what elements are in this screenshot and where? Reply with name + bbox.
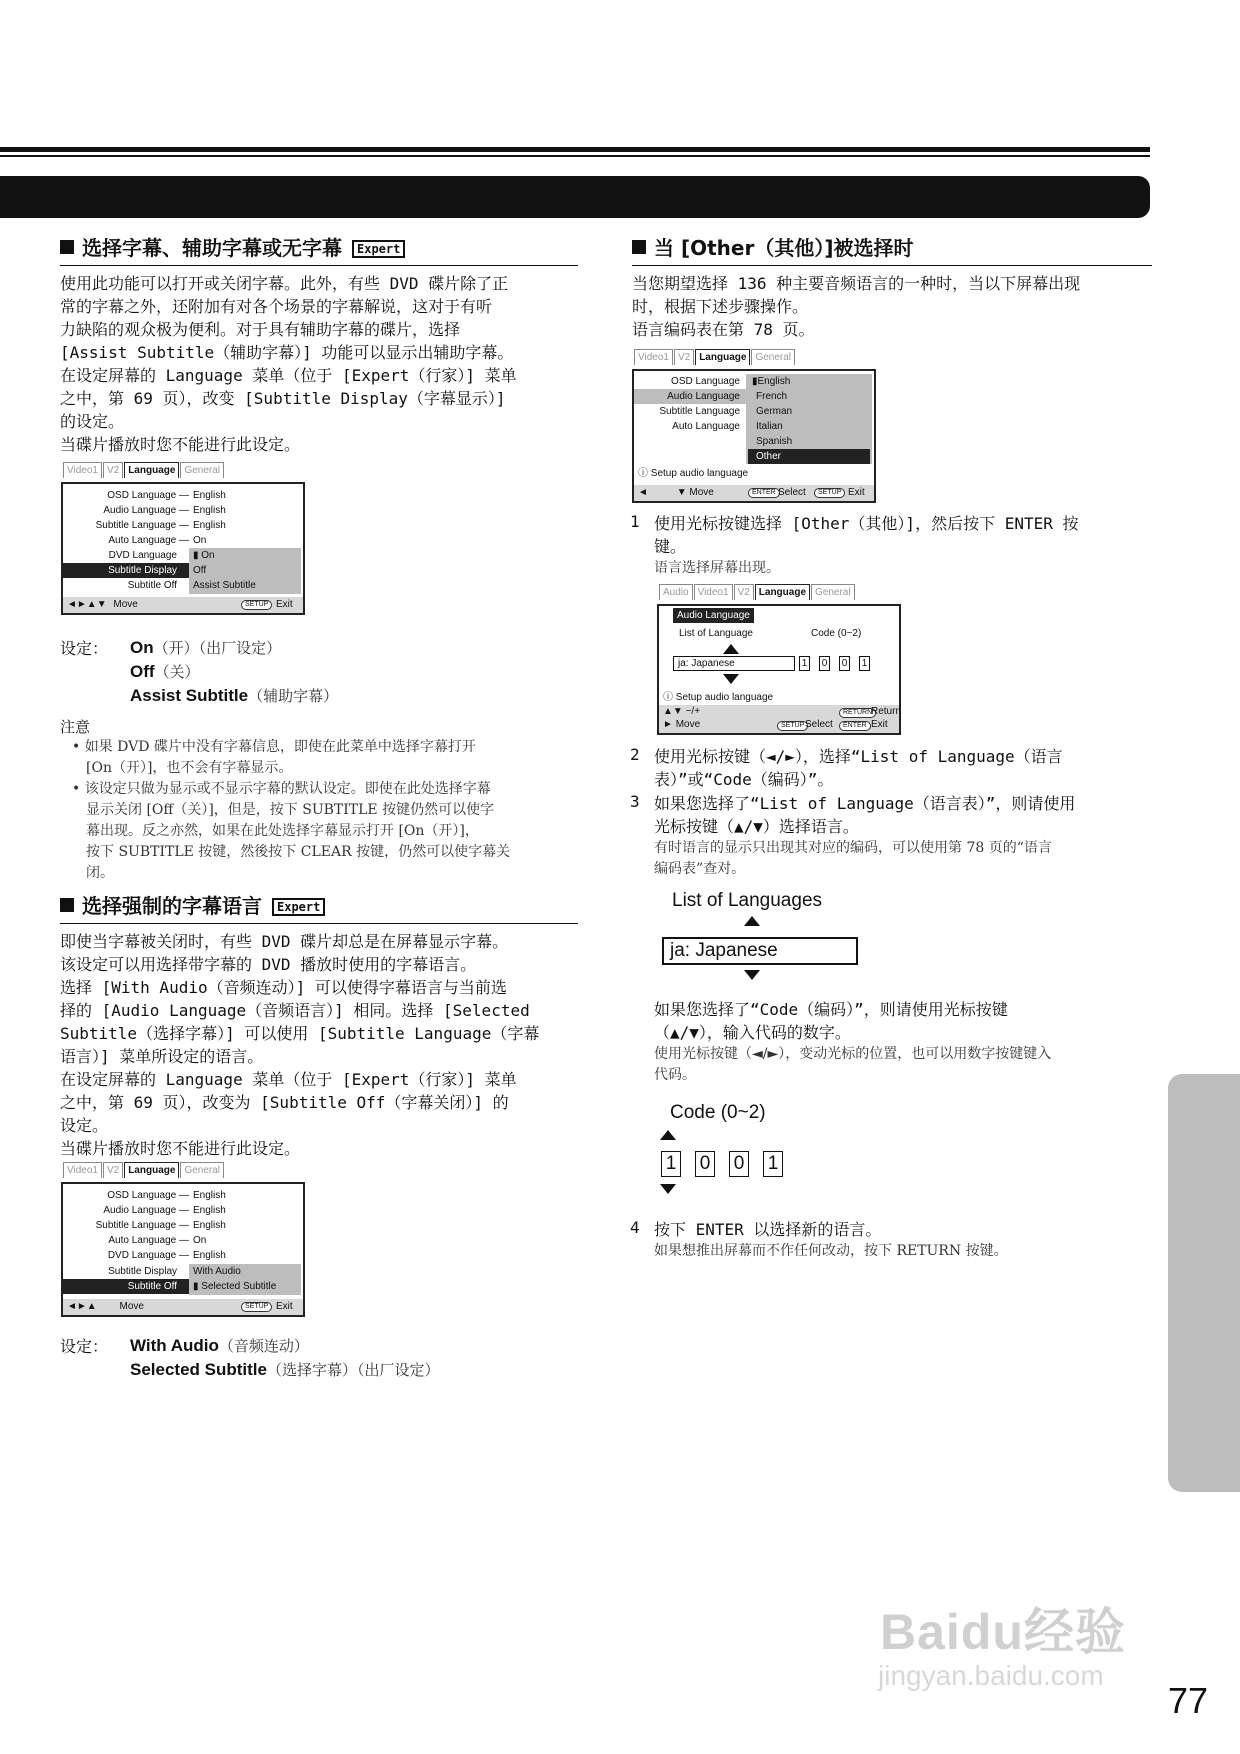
setting-label: 设定：: [60, 1337, 109, 1356]
step-subtext: 语言选择屏幕出现。: [654, 560, 780, 576]
down-arrow-icon: ▼: [676, 487, 687, 498]
setup-key-icon: SETUP: [241, 600, 272, 610]
row-label-selected: Subtitle Off: [63, 1279, 189, 1294]
down-arrow-icon: [660, 1184, 676, 1194]
screen-tabs: Video1 V2 Language General: [63, 462, 225, 478]
section-heading: 当 [Other（其他）]被选择时: [632, 232, 1152, 266]
row-label: Auto Language —: [108, 535, 189, 546]
step-number: 2: [630, 745, 640, 764]
step-3: [654, 792, 1154, 880]
screen-tabs: Audio Video1 V2 Language General: [659, 584, 856, 600]
screen-footer: ◄►▲▼ Move SETUP Exit: [63, 597, 303, 613]
down-arrow-icon: [723, 674, 739, 684]
down-arrow-icon: [744, 970, 760, 980]
step-1: [654, 512, 1144, 579]
step-2: [654, 745, 1144, 791]
right-arrow-icon: ► Move: [663, 719, 701, 730]
row-label: OSD Language: [671, 376, 740, 387]
step-subtext: 有时语言的显示只出现其对应的编码，可以使用第 78 页的“语言 编码表”查对。: [654, 840, 1052, 877]
code-label-large: Code (0~2): [670, 1102, 766, 1123]
language-field-large[interactable]: ja: Japanese: [662, 937, 858, 965]
row-label: OSD Language —: [107, 1190, 189, 1201]
screen-footer: ◄ ▼ Move ENTER Select SETUP Exit: [634, 485, 874, 501]
setup-key-icon: SETUP: [814, 488, 845, 498]
list-label: List of Language: [679, 628, 753, 639]
step-text: 按下 ENTER 以选择新的语言。: [654, 1220, 882, 1239]
watermark-url: jingyan.baidu.com: [878, 1660, 1104, 1691]
step-text: 如果您选择了“List of Language（语言表）”，则请使用 光标按键（▲/▼）选择语言。: [654, 794, 1076, 836]
screen-tabs: Video1 V2 Language General: [63, 1162, 225, 1178]
option-assist: Assist Subtitle（辅助字幕）: [130, 686, 339, 705]
step-text: 使用光标按键选择 [Other（其他）]，然后按下 ENTER 按 键。: [654, 514, 1079, 556]
row-value: With Audio: [193, 1266, 241, 1277]
option-selected-subtitle: Selected Subtitle（选择字幕）（出厂设定）: [130, 1360, 440, 1379]
option-on: On（开）（出厂设定）: [130, 638, 282, 657]
row-value: On: [193, 535, 207, 546]
code-instructions: [654, 998, 1154, 1086]
row-value: Off: [193, 565, 207, 576]
setting-label: 设定：: [60, 639, 109, 658]
row-value: English: [193, 520, 226, 531]
row-label: Audio Language —: [103, 1205, 189, 1216]
step-text: 使用光标按键（◄/►），选择“List of Language（语言 表）”或“Code（编码）”。: [654, 747, 1063, 789]
row-value: ▮ On: [193, 550, 215, 561]
step-number: 3: [630, 792, 640, 811]
code-digits: 1 0 0 1: [799, 656, 879, 671]
expert-badge: Expert: [352, 240, 405, 258]
screen-footer: ◄►▲ Move SETUP Exit: [63, 1299, 303, 1315]
row-label-selected: Subtitle Display: [63, 563, 189, 578]
row-value: English: [193, 1220, 226, 1231]
up-arrow-icon: [744, 916, 760, 926]
section-other-language: [632, 232, 1152, 341]
watermark-logo: Baidu经验: [880, 1604, 1126, 1660]
info-line: ⓘ Setup audio language: [663, 692, 774, 703]
settings-list: [60, 632, 560, 708]
section-subtitle-display: [60, 232, 578, 456]
section-forced-subtitle: [60, 890, 578, 1160]
step-number: 1: [630, 512, 640, 531]
option-off: Off（关）: [130, 662, 200, 681]
language-field[interactable]: ja: Japanese: [673, 656, 795, 671]
enter-key-icon: ENTER: [748, 488, 780, 498]
up-arrow-icon: [660, 1130, 676, 1140]
screen-heading: Audio Language: [673, 608, 754, 623]
row-value: English: [193, 1250, 226, 1261]
code-text: 如果您选择了“Code（编码）”，则请使用光标按键 （▲/▼），输入代码的数字。: [654, 1000, 1008, 1042]
left-arrow-icon: ◄: [638, 487, 648, 498]
setup-screen-subtitle-display: [61, 465, 305, 615]
section-body: 使用此功能可以打开或关闭字幕。此外，有些 DVD 碟片除了正 常的字幕之外，还附加有对各个场景的字幕解说，这对于有听 力缺陷的观众极为便利。对于具有辅助字幕的碟片，选择 [Assist Subtitle（辅助字幕）] 功能可以显示出辅助字幕。 在设定屏幕的 Language 菜单（位于 [Expert（行家）] 菜单 之中，第 69 页），改变 [Subtitle Display（字幕显示）] 的设定。 当碟片播放时您不能进行此设定。: [60, 274, 517, 454]
arrow-keys-icon: ◄►▲: [67, 1301, 97, 1312]
note-item: • 该设定只做为显示或不显示字幕的默认设定。即使在此处选择字幕 显示关闭 [Off（关）]，但是，按下 SUBTITLE 按键仍然可以使字 幕出现。反之亦然，如果在此处选择字幕显示打开 [On（开）]， 按下 SUBTITLE 按键，然後按下 CLEAR 按键，仍然可以使字幕关 闭。: [72, 781, 511, 881]
row-label: Subtitle Display: [108, 1266, 177, 1277]
settings-list: [60, 1330, 560, 1382]
setup-key-icon: SETUP: [241, 1302, 272, 1312]
step-4: [654, 1218, 1144, 1262]
row-label: Subtitle Off: [127, 580, 177, 591]
row-label: OSD Language —: [107, 490, 189, 501]
row-label: Subtitle Language: [659, 406, 740, 417]
row-value: Assist Subtitle: [193, 580, 256, 591]
row-value: English: [193, 490, 226, 501]
screen-tabs: Video1 V2 Language General: [634, 349, 796, 365]
row-label: Auto Language —: [108, 1235, 189, 1246]
top-rule-thin: [0, 155, 1150, 157]
lang-option: Spanish: [756, 436, 793, 447]
section-heading: 选择字幕、辅助字幕或无字幕 Expert: [60, 232, 578, 266]
row-value: English: [193, 1190, 226, 1201]
row-label: Subtitle Language —: [95, 1220, 189, 1231]
lang-option-selected: Other: [748, 449, 870, 464]
lang-option: French: [756, 391, 788, 402]
info-icon: ⓘ: [638, 468, 648, 479]
row-value: English: [193, 505, 226, 516]
setup-screen-subtitle-off: [61, 1165, 305, 1317]
info-icon: ⓘ: [663, 692, 673, 703]
step-number: 4: [630, 1218, 640, 1237]
language-select-screen: [657, 587, 902, 735]
section-body: 即使当字幕被关闭时，有些 DVD 碟片却总是在屏幕显示字幕。 该设定可以用选择带字幕的 DVD 播放时使用的字幕语言。 选择 [With Audio（音频连动）] 可以使得字幕语言与当前选 择的 [Audio Language（音频语言）] 相同。选择 [Selected Subtitle（选择字幕）] 可以使用 [Subtitle Language（字幕 语言）] 菜单所设定的语言。 在设定屏幕的 Language 菜单（位于 [Expert（行家）] 菜单 之中，第 69 页），改变为 [Subtitle Off（字幕关闭）] 的 设定。 当碟片播放时您不能进行此设定。: [60, 932, 540, 1158]
row-label: Subtitle Language —: [95, 520, 189, 531]
step-subtext: 如果想推出屏幕而不作任何改动，按下 RETURN 按键。: [654, 1243, 1008, 1259]
row-value: On: [193, 1235, 207, 1246]
row-value: ▮ Selected Subtitle: [193, 1281, 277, 1292]
note-item: • 如果 DVD 碟片中没有字幕信息，即使在此菜单中选择字幕打开 [On（开）]，也不会有字幕显示。: [72, 739, 476, 776]
code-digits-large: 1 0 0 1: [661, 1151, 797, 1177]
notes-block: [60, 708, 580, 884]
header-banner: [0, 176, 1150, 218]
setup-screen-audio-language: [632, 352, 876, 503]
notes-title: 注意: [60, 718, 91, 736]
row-value: English: [193, 1205, 226, 1216]
lang-option: Italian: [756, 421, 783, 432]
section-heading: 选择强制的字幕语言 Expert: [60, 890, 578, 924]
enter-key-icon: ENTER: [839, 721, 871, 731]
row-label: DVD Language —: [107, 1250, 189, 1261]
info-line: ⓘ Setup audio language: [638, 468, 749, 479]
lang-option: ▮English: [752, 376, 791, 387]
row-label: Audio Language —: [103, 505, 189, 516]
section-intro: 当您期望选择 136 种主要音频语言的一种时，当以下屏幕出现 时，根据下述步骤操作。 语言编码表在第 78 页。: [632, 274, 1081, 339]
updown-arrows-icon: ▲▼ −/+: [663, 706, 701, 717]
up-arrow-icon: [723, 644, 739, 654]
code-label: Code (0~2): [811, 628, 862, 639]
side-tab: [1168, 1074, 1240, 1492]
code-subtext: 使用光标按键（◄/►），变动光标的位置，也可以用数字按键键入 代码。: [654, 1046, 1052, 1083]
list-of-languages-label: List of Languages: [672, 890, 823, 911]
row-label: Auto Language: [672, 421, 740, 432]
setup-key-icon: SETUP: [777, 721, 808, 731]
page-number: 77: [1168, 1680, 1209, 1721]
top-rule: [0, 147, 1150, 152]
return-key-icon: RETURN: [839, 708, 876, 718]
row-label: DVD Language: [108, 550, 177, 561]
row-label-selected: Audio Language: [667, 391, 740, 402]
arrow-keys-icon: ◄►▲▼: [67, 599, 107, 610]
option-with-audio: With Audio（音频连动）: [130, 1336, 309, 1355]
lang-option: German: [756, 406, 793, 417]
screen-footer: ▲▼ −/+ ► Move RETURN Return SETUP Select ENTER Exit: [659, 705, 899, 733]
expert-badge: Expert: [272, 898, 325, 916]
